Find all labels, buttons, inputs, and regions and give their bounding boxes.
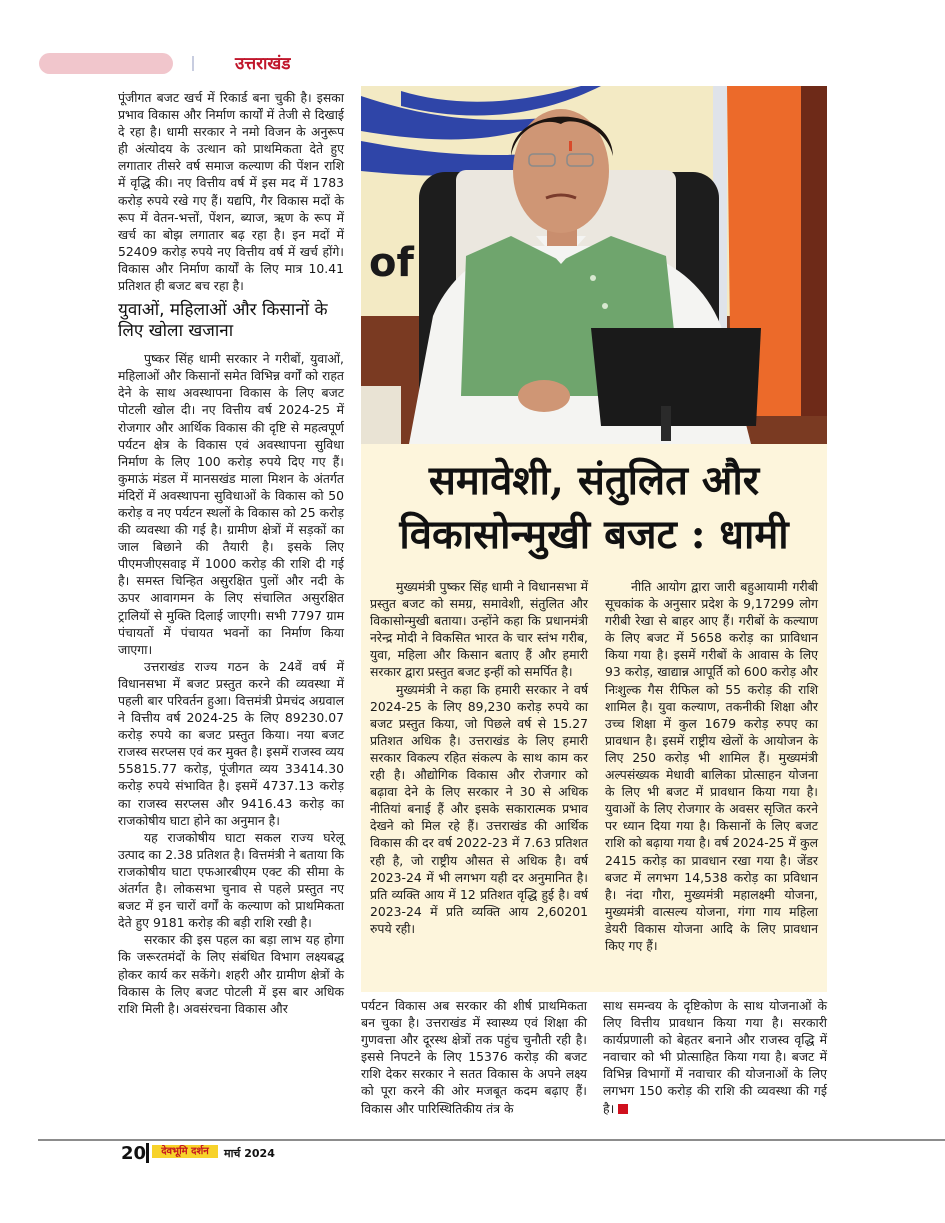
header-separator: [192, 56, 194, 71]
article-end-square-icon: [618, 1104, 628, 1114]
paragraph-text: साथ समन्वय के दृष्टिकोण के साथ योजनाओं के लिए वित्तीय प्रावधान किया गया है। सरकारी कार्यप्रणाली को बेहतर बनाने और राजस्व वृद्धि में नवाचार को भी प्रोत्साहित किया गया है। बजट में विभिन्न विभागों में नवाचार की योजनाओं के लिए लगभग 150 करोड़ की राशि की व्यवस्था की गई है।: [603, 998, 827, 1116]
footer-separator: [146, 1143, 149, 1163]
section-pill-decoration: [39, 53, 173, 74]
article-column-4: [361, 997, 587, 1117]
photo-illustration: [361, 86, 827, 444]
paragraph: [603, 997, 827, 1117]
issue-date: मार्च 2024: [224, 1147, 275, 1160]
footer-rule: [38, 1139, 945, 1141]
headline-line-2: विकासोन्मुखी बजट : धामी: [399, 511, 789, 558]
magazine-logo: देवभूमि दर्शन: [152, 1145, 218, 1158]
article-column-1: [118, 89, 344, 1017]
paragraph: नीति आयोग द्वारा जारी बहुआयामी गरीबी सूचकांक के अनुसार प्रदेश के 9,17299 लोग गरीबी रेखा से बाहर आए हैं। गरीबों के कल्याण के लिए बजट में 5658 करोड़ का प्राविधान किया गया है। इसमें गरीबों के आवास के लिए 93 करोड़, खाद्यान्न आपूर्ति को 600 करोड़ और निःशुल्क गैस रीफिल को 55 करोड़ की राशि शामिल है। युवा कल्याण, तकनीकी शिक्षा और उच्च शिक्षा में कुल 1679 करोड़ रुपए का प्रावधान है। इसमें राष्ट्रीय खेलों के आयोजन के लिए 250 करोड़ भी शामिल हैं। मुख्यमंत्री अल्पसंख्यक मेधावी बालिका प्रोत्साहन योजना के लिए भी बजट में प्रावधान किया गया है। युवाओं के लिए रोजगार के अवसर सृजित करने पर ध्यान दिया गया है। किसानों के लिए बजट राशि को बढ़ाया गया है। वर्ष 2024-25 में कुल 2415 करोड़ का प्रावधान रखा गया है। जेंडर बजट में लगभग 14,538 करोड़ का प्रविधान है। नंदा गौरा, मुख्यमंत्री महालक्ष्मी योजना, मुख्यमंत्री वात्सल्य योजना, गंगा गाय महिला डेयरी विकास योजना आदि के लिए प्रावधान किए गए हैं।: [605, 579, 818, 953]
paragraph: यह राजकोषीय घाटा सकल राज्य घरेलू उत्पाद का 2.38 प्रतिशत है। वित्तमंत्री ने बताया कि राजकोषीय घाटा एफआरबीएम एक्ट की सीमा के अंतर्गत है। लोकसभा चुनाव से पहले प्रस्तुत नए बजट में इन चारों वर्गों के कल्याण को प्राथमिकता देते हुए 9181 करोड़ की बड़ी राशि रखी है।: [118, 829, 344, 931]
paragraph: मुख्यमंत्री पुष्कर सिंह धामी ने विधानसभा में प्रस्तुत बजट को समग्र, समावेशी, संतुलित और विकासोन्मुखी बताया। उन्होंने कहा कि प्रधानमंत्री नरेन्द्र मोदी ने विकसित भारत के चार स्तंभ गरीब, युवा, महिला और किसान बताए हैं और हमारी सरकार द्वारा प्रस्तुत बजट इन्हीं को समर्पित है।: [370, 579, 588, 680]
paragraph: सरकार की इस पहल का बड़ा लाभ यह होगा कि जरूरतमंदों के लिए संबंधित विभाग लक्ष्यबद्ध होकर कार्य कर सकेंगे। शहरी और ग्रामीण क्षेत्रों के विकास के लिए बजट पोटली में इस बार अधिक राशि मिली है। अवसंरचना विकास और: [118, 932, 344, 1016]
paragraph: पूंजीगत बजट खर्च में रिकार्ड बना चुकी है। इसका प्रभाव विकास और निर्माण कार्यों में तेजी से दिखाई दे रहा है। धामी सरकार ने नमो विजन के अनुरूप ही अंत्योदय के उत्थान को प्राथमिकता देते हुए लगातार तीसरे वर्ष समाज कल्याण की पेंशन राशि में वृद्धि की। नए वित्तीय वर्ष में इस मद में 1783 करोड़ रुपये रखे गए हैं। यद्यपि, गैर विकास मदों के रूप में वेतन-भत्तों, पेंशन, ब्याज, ऋण के रूप में खर्च का बोझ लगातार बढ़ रहा है। इन मदों में 52409 करोड़ रुपये नए वित्तीय वर्ष में खर्च होंगे। विकास और निर्माण कार्यों के लिए मात्र 10.41 प्रतिशत ही बजट बच रहा है।: [118, 90, 344, 294]
subheading: युवाओं, महिलाओं और किसानों के लिए खोला खजाना: [118, 300, 328, 342]
page-number: 20: [121, 1143, 147, 1164]
paragraph: मुख्यमंत्री ने कहा कि हमारी सरकार ने वर्ष 2024-25 के लिए 89,230 करोड़ रुपये का बजट प्रस्तुत किया, जो पिछले वर्ष से 15.27 प्रतिशत अधिक है। उत्तराखंड के लिए हमारी सरकार विकल्प रहित संकल्प के साथ काम कर रही है। औद्योगिक विकास और रोजगार को बढ़ावा देने के लिए सरकार ने 30 से अधिक नीतियां बनाई हैं और इसके सकारात्मक प्रभाव देखने को मिल रहे हैं। उत्तराखंड की आर्थिक विकास की दर वर्ष 2022-23 में 7.63 प्रतिशत रही है, जो राष्ट्रीय औसत से अधिक है। वर्ष 2023-24 में भी लगभग यही दर अनुमानित है। प्रति व्यक्ति आय में 12 प्रतिशत वृद्धि हुई है। वर्ष 2023-24 में प्रति व्यक्ति आय 2,60201 रुपये रही।: [370, 681, 588, 936]
photo-backdrop-text: of: [369, 240, 414, 286]
article-column-5: [603, 997, 827, 1117]
article-headline: [361, 454, 827, 562]
section-label: उत्तराखंड: [235, 54, 291, 74]
headline-line-1: समावेशी, संतुलित और: [428, 457, 760, 504]
paragraph: पुष्कर सिंह धामी सरकार ने गरीबों, युवाओं, महिलाओं और किसानों समेत विभिन्न वर्गों को राहत देने के साथ अवस्थापना विकास के लिए बजट पोटली खोल दी। नए वित्तीय वर्ष 2024-25 में रोजगार और आर्थिक विकास की दृष्टि से महत्वपूर्ण पर्यटन क्षेत्र के विकास एवं अवस्थापना सुविधा निर्माण के लिए 100 करोड़ रुपये दिए गए हैं। कुमाऊं मंडल में मानसखंड माला मिशन के अंतर्गत मंदिरों में अवस्थापना सुविधाओं के विकास को 50 करोड़ व नए पर्यटन स्थलों के विकास को 25 करोड़ की व्यवस्था की गई है। ग्रामीण क्षेत्रों में सड़कों का जाल बिछाने की तैयारी है। इसके लिए पीएमजीएसवाइ में 1000 करोड़ की राशि दी गई है। समस्त चिन्हित असुरक्षित पुलों और नदी के ऊपर आवागमन के लिए संचालित असुरक्षित ट्रालियों से मुक्ति दिलाई जाएगी। सभी 7797 ग्राम पंचायतों में पंचायत भवनों का निर्माण किया जाएगा।: [118, 351, 344, 657]
article-column-2: [370, 578, 588, 937]
article-column-3: [605, 578, 818, 954]
paragraph: पर्यटन विकास अब सरकार की शीर्ष प्राथमिकता बन चुका है। उत्तराखंड में स्वास्थ्य एवं शिक्षा की गुणवत्ता और दूरस्थ क्षेत्रों तक पहुंच चुनौती रही है। इससे निपटने के लिए 15376 करोड़ की बजट राशि देकर सरकार ने सतत विकास के अपने लक्ष्य को पूरा करने की ओर मजबूत कदम बढ़ाए हैं। विकास और पारिस्थितिकीय तंत्र के: [361, 998, 587, 1116]
paragraph: उत्तराखंड राज्य गठन के 24वें वर्ष में विधानसभा में बजट प्रस्तुत करने की व्यवस्था में पहली बार परिवर्तन हुआ। वित्तमंत्री प्रेमचंद अग्रवाल ने वित्तीय वर्ष 2024-25 के लिए 89230.07 करोड़ रुपये का बजट प्रस्तुत किया। नया बजट राजस्व सरप्लस एवं कर मुक्त है। इसमें राजस्व व्यय 55815.77 करोड़, पूंजीगत व्यय 33414.30 करोड़ रुपये संभावित है। इसमें 4737.13 करोड़ का राजस्व सरप्लस और 9416.43 करोड़ का राजकोषीय घाटा होने का अनुमान है।: [118, 658, 344, 828]
chief-minister-photo: [361, 86, 827, 444]
